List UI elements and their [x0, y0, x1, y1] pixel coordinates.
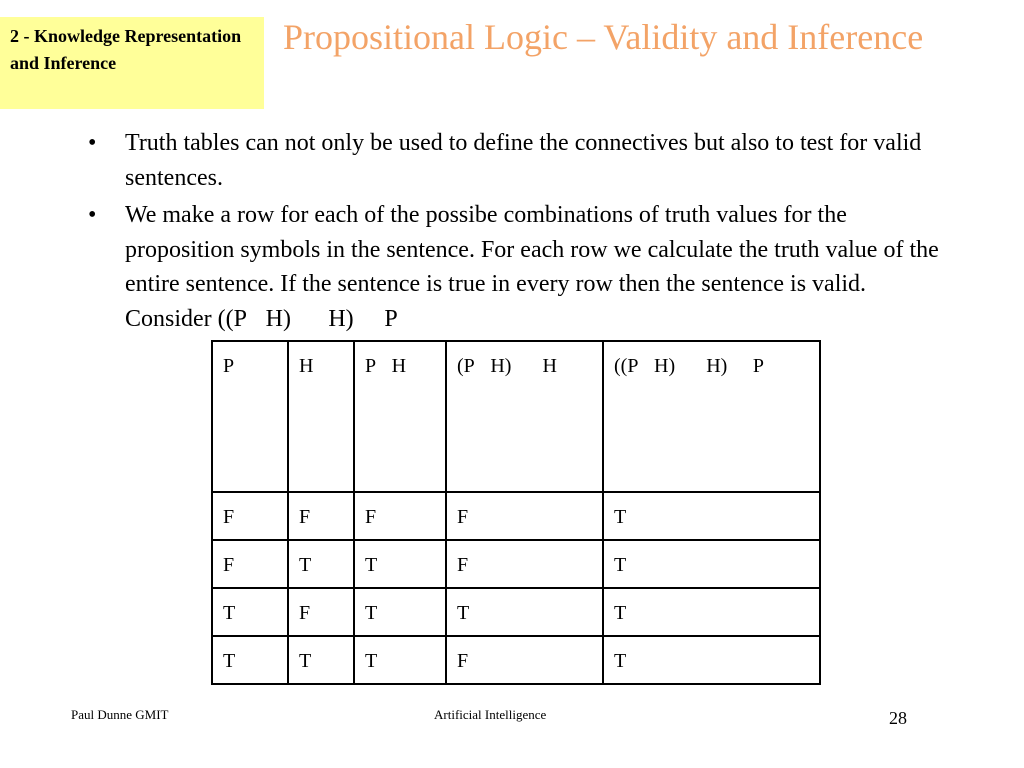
section-label: 2 - Knowledge Representation and Inference — [0, 17, 264, 109]
table-cell: F — [212, 540, 288, 588]
table-header-cell: ((P H) H) P — [603, 341, 820, 492]
table-cell: T — [212, 636, 288, 684]
table-row — [212, 540, 820, 588]
table-cell: T — [603, 636, 820, 684]
bullet-text: We make a row for each of the possibe combinations of truth values for the proposition symbols in the sentence. For each row we calculate the truth value of the entire sentence. If the sentence is true in every row then the sentence is valid. Consider ((P H) H) P — [125, 202, 939, 332]
bullet-item — [88, 126, 948, 195]
table-row — [212, 492, 820, 540]
bullet-list — [88, 126, 948, 339]
footer-course: Artificial Intelligence — [434, 707, 547, 722]
table-cell: F — [446, 540, 603, 588]
table-cell: T — [288, 540, 354, 588]
table-header-row — [212, 341, 820, 492]
table-cell: T — [603, 492, 820, 540]
table-cell: F — [354, 492, 446, 540]
bullet-text: Truth tables can not only be used to define the connectives but also to test for valid sentences. — [125, 130, 922, 191]
footer-author: Paul Dunne GMIT — [71, 707, 169, 722]
bullet-dot-icon: • — [88, 130, 97, 156]
bullet-dot-icon: • — [88, 202, 97, 228]
table-header-cell: P — [212, 341, 288, 492]
table-row — [212, 588, 820, 636]
table-cell: F — [288, 588, 354, 636]
table-cell: F — [212, 492, 288, 540]
page-number: 28 — [889, 708, 907, 728]
table-cell: T — [288, 636, 354, 684]
table-cell: F — [446, 636, 603, 684]
table-cell: T — [354, 636, 446, 684]
slide-title: Propositional Logic – Validity and Inference — [283, 17, 924, 57]
table-cell: T — [212, 588, 288, 636]
table-cell: T — [603, 540, 820, 588]
table-cell: T — [354, 588, 446, 636]
table-cell: T — [354, 540, 446, 588]
table-cell: T — [603, 588, 820, 636]
table-header-cell: P H — [354, 341, 446, 492]
table-cell: T — [446, 588, 603, 636]
table-header-cell: H — [288, 341, 354, 492]
table-row — [212, 636, 820, 684]
table-cell: F — [446, 492, 603, 540]
truth-table — [211, 340, 821, 685]
table-cell: F — [288, 492, 354, 540]
table-header-cell: (P H) H — [446, 341, 603, 492]
bullet-item — [88, 198, 948, 336]
